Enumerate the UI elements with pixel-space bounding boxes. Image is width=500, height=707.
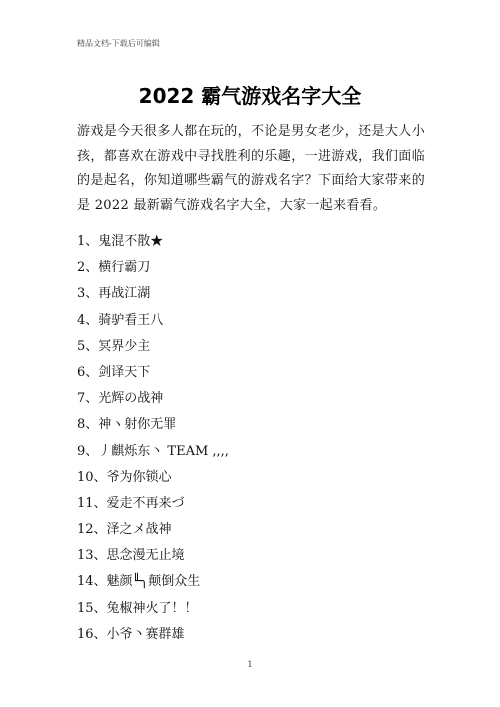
- list-item: 5、冥界少主: [77, 338, 151, 354]
- list-item: 15、兔椒神火了！！: [77, 600, 198, 616]
- list-item: 14、魅颜╙╮颠倒众生: [77, 574, 201, 590]
- page-title: 2022 霸气游戏名字大全: [138, 84, 362, 108]
- list-item: 13、思念漫无止境: [77, 548, 185, 564]
- list-item: 12、泽之メ战神: [77, 522, 172, 538]
- list-item: 2、横行霸刀: [77, 260, 151, 276]
- list-item: 7、光辉の战神: [77, 391, 164, 407]
- list-item: 1、鬼混不散★: [77, 234, 164, 249]
- list-item: 9、丿麒烁东丶 TEAM ,,,,: [77, 443, 229, 459]
- list-item: 3、再战江湖: [77, 286, 151, 302]
- list-item: 4、骑驴看王八: [77, 312, 164, 328]
- intro-paragraph: 游戏是今天很多人都在玩的，不论是男女老少，还是大人小孩，都喜欢在游戏中寻找胜利的乐趣，一进游戏，我们面临的是起名，你知道哪些霸气的游戏名字？下面给大家带来的是 2022 最新霸气游戏名字大全，大家一起来看看。: [77, 124, 425, 213]
- page-number: 1: [247, 660, 253, 669]
- list-item: 8、神ヽ射你无罪: [77, 417, 177, 433]
- list-item: 11、爱走不再来づ: [77, 495, 185, 511]
- list-item: 10、爷为你锁心: [77, 469, 172, 485]
- name-list: [77, 229, 229, 648]
- header-note: 精品文档-下载后可编辑: [77, 39, 160, 48]
- list-item: 6、剑译天下: [77, 364, 151, 380]
- list-item: 16、小爷丶赛群雄: [77, 626, 185, 642]
